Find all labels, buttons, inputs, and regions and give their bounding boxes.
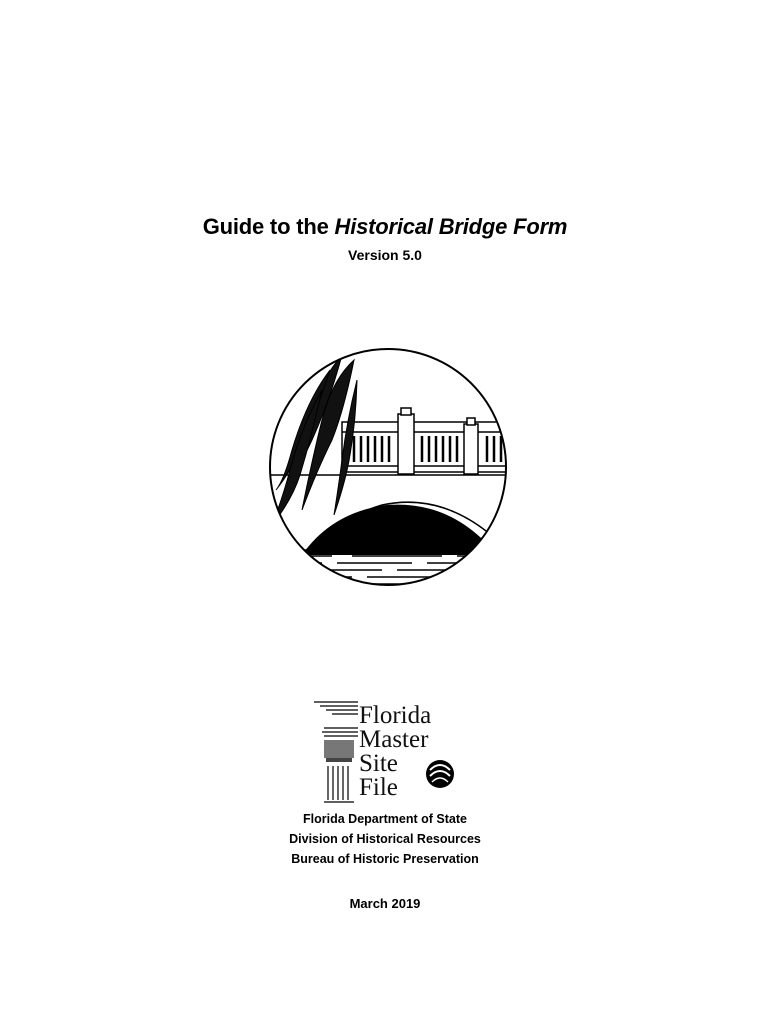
agency-division: Division of Historical Resources [289,832,481,846]
logo-word-file: File [359,774,398,801]
document-title [0,214,770,240]
logo-word-master: Master [359,726,429,753]
agency-block [0,809,770,869]
version-label: Version 5.0 [348,247,422,263]
logo-word-site: Site [359,750,398,777]
shell-seal-icon [426,760,454,788]
agency-bureau: Bureau of Historic Preservation [291,852,479,866]
title-prefix: Guide to the [202,214,335,239]
bridge-railing [342,422,512,472]
bridge-illustration [262,340,512,592]
agency-department: Florida Department of State [303,812,467,826]
column-icon [314,702,358,802]
logo-word-florida: Florida [359,702,432,729]
publication-date: March 2019 [349,896,421,911]
title-emphasis: Historical Bridge Form [334,214,568,239]
